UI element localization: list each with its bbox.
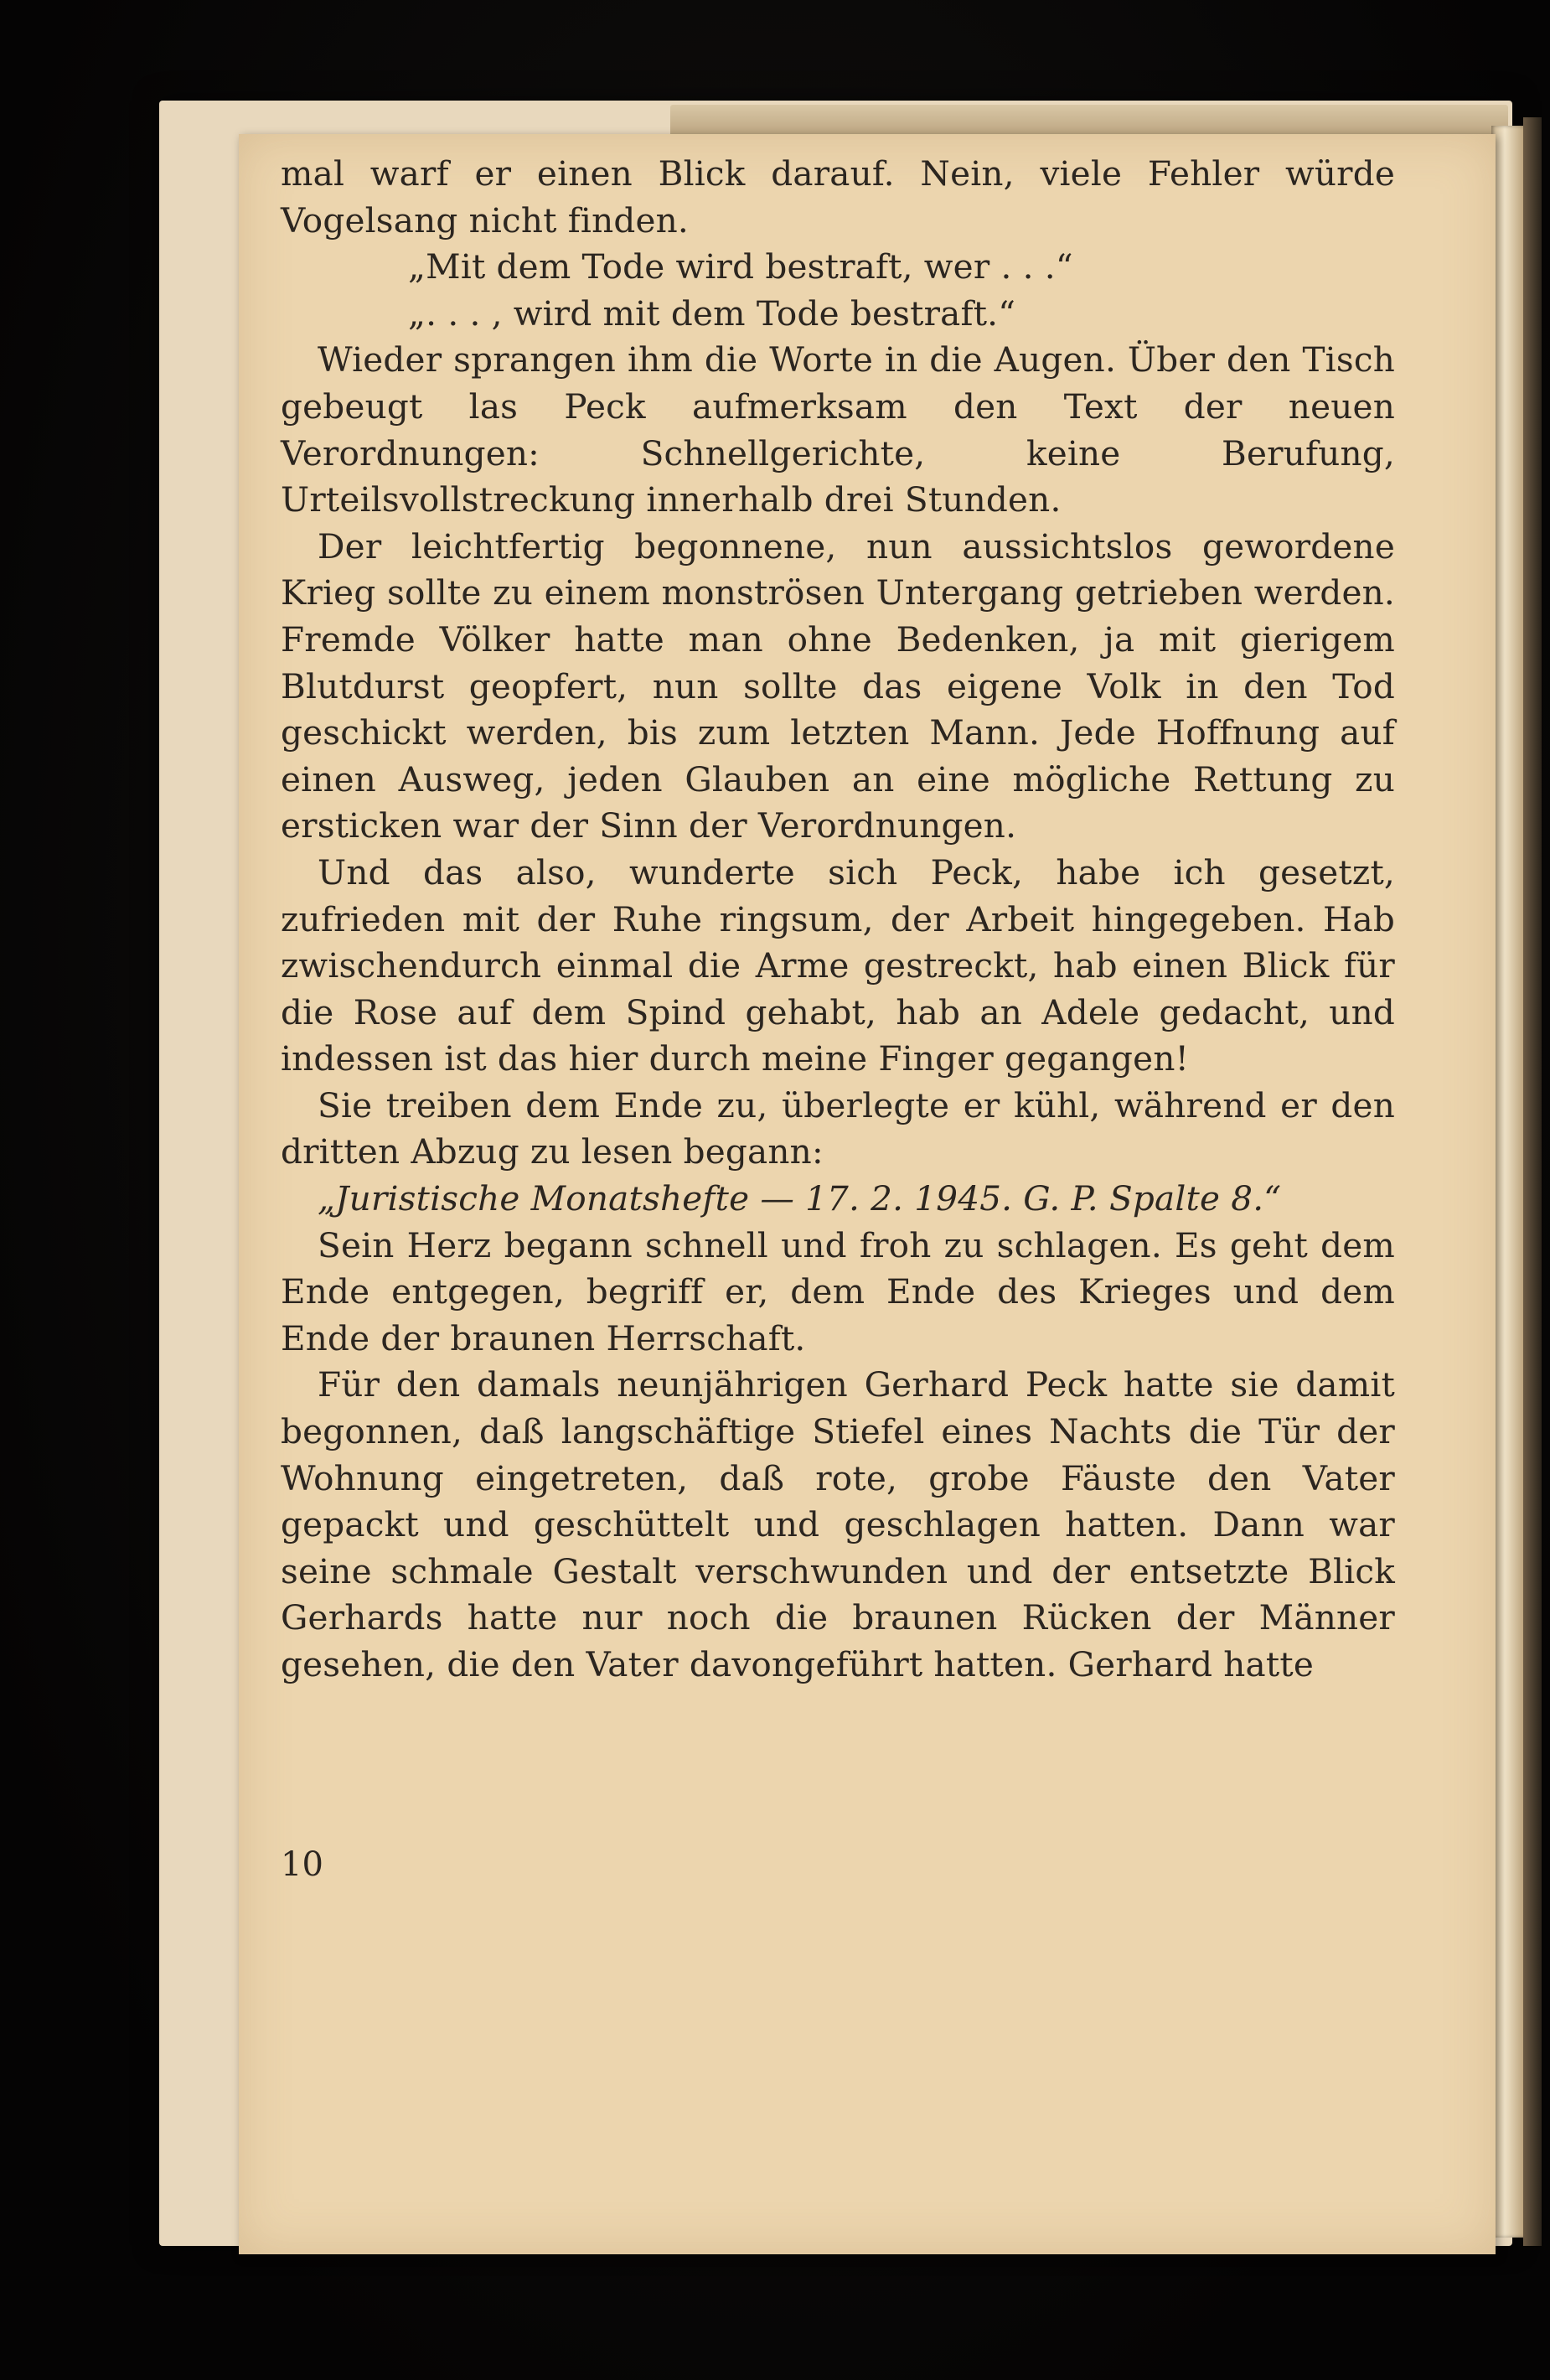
paragraph: Wieder sprangen ihm die Worte in die Augen. Über den Tisch gebeugt las Peck aufmerksam den Text der neuen Verordnungen: Schnellgerichte, keine Berufung, Urteilsvollstreckung innerhalb drei Stunden. bbox=[281, 339, 1395, 520]
paragraph: Und das also, wunderte sich Peck, habe ich gesetzt, zufrieden mit der Ruhe ringsum, der Arbeit hingegeben. Hab zwischendurch einmal die Arme gestreckt, hab einen Blick für die Rose auf dem Spind gehabt, hab an Adele gedacht, und indessen ist das hier durch meine Finger gegangen! bbox=[281, 851, 1395, 1079]
book-spine bbox=[1523, 117, 1542, 2246]
paragraph: mal warf er einen Blick darauf. Nein, viele Fehler würde Vogelsang nicht finden. bbox=[281, 153, 1395, 241]
book-top-edge bbox=[670, 105, 1508, 138]
page-body bbox=[281, 151, 1395, 1689]
page-number: 10 bbox=[281, 1845, 323, 1884]
quote-line: „. . . , wird mit dem Tode bestraft.“ bbox=[408, 292, 1016, 334]
quote-line: „Mit dem Tode wird bestraft, wer . . .“ bbox=[408, 246, 1073, 287]
book-page-edges bbox=[1491, 126, 1525, 2238]
paragraph: Sie treiben dem Ende zu, überlegte er kühl, während er den dritten Abzug zu lesen begann: bbox=[281, 1084, 1395, 1172]
citation-line: „Juristische Monatshefte — 17. 2. 1945. G. P. Spalte 8.“ bbox=[318, 1178, 1282, 1219]
paragraph: Sein Herz begann schnell und froh zu schlagen. Es geht dem Ende entgegen, begriff er, dem Ende des Krieges und dem Ende der braunen Herrschaft. bbox=[281, 1224, 1395, 1358]
paragraph: Der leichtfertig begonnene, nun aussichtslos gewordene Krieg sollte zu einem monströsen Untergang getrieben werden. Fremde Völker hatte man ohne Bedenken, ja mit gierigem Blutdurst geopfert, nun sollte das eigene Volk in den Tod geschickt werden, bis zum letzten Mann. Jede Hoffnung auf einen Ausweg, jeden Glauben an eine mögliche Rettung zu ersticken war der Sinn der Verordnungen. bbox=[281, 525, 1395, 846]
paragraph: Für den damals neunjährigen Gerhard Peck hatte sie damit begonnen, daß langschäftige Stiefel eines Nachts die Tür der Wohnung eingetreten, daß rote, grobe Fäuste den Vater gepackt und geschüttelt und geschlagen hatten. Dann war seine schmale Gestalt verschwunden und der entsetzte Blick Gerhards hatte nur noch die braunen Rücken der Männer gesehen, die den Vater davongeführt hatten. Gerhard hatte bbox=[281, 1364, 1395, 1684]
